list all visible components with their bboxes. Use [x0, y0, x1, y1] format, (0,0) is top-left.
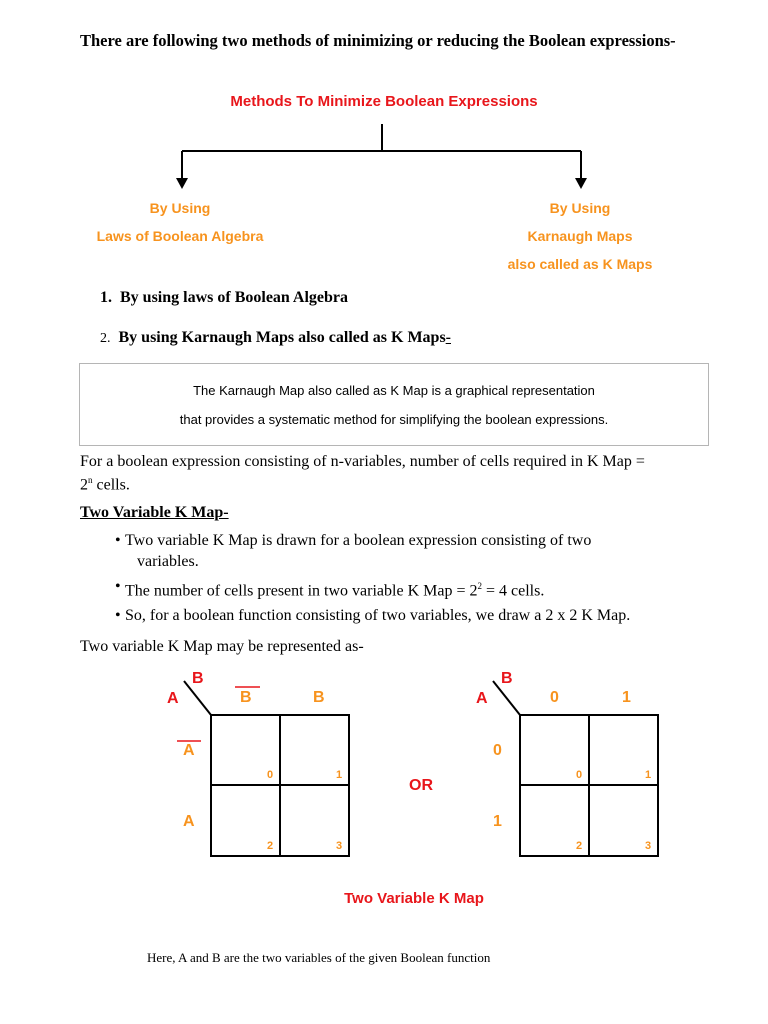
step-2 [100, 329, 451, 347]
left-branch-label [60, 194, 300, 250]
step-number: 2. [100, 331, 111, 346]
kmap-left-cell-index: 1 [336, 769, 343, 781]
represented-as-text: Two variable K Map may be represented as- [80, 638, 364, 655]
kmap-right-cell-index: 0 [576, 769, 583, 781]
bullet-text: Two variable K Map is drawn for a boolean expression consisting of two [125, 532, 592, 549]
diagram-title: Methods To Minimize Boolean Expressions [230, 93, 538, 110]
cells-base: 2 [80, 476, 88, 494]
step-suffix: - [445, 329, 451, 346]
bullet-symbol: • [115, 578, 121, 595]
right-branch-line-3: also called as K Maps [507, 256, 653, 272]
bullet-item [115, 576, 695, 601]
kmap-right-row-label: 1 [493, 813, 502, 830]
cells-paragraph-text: For a boolean expression consisting of n-variables, number of cells required in K Map = [80, 453, 645, 470]
section-heading: Two Variable K Map- [80, 504, 229, 521]
bullet-exponent: 2 [477, 581, 482, 591]
kmap-right-row-label: 0 [493, 742, 502, 759]
left-branch-line-1: By Using [149, 200, 211, 216]
bullet-symbol: • [115, 532, 121, 549]
bullet-item [115, 605, 695, 626]
kmap-left-cell-index: 2 [267, 840, 274, 852]
kmap-right-var-a: A [476, 690, 488, 707]
right-branch-line-2: Karnaugh Maps [527, 228, 633, 244]
kmap-left-col-label: B [313, 689, 325, 706]
bullet-item [115, 530, 695, 572]
left-branch-line-2: Laws of Boolean Algebra [96, 228, 264, 244]
definition-line-1: The Karnaugh Map also called as K Map is a graphical representation [193, 383, 595, 398]
kmap-right-cell-index: 1 [645, 769, 652, 781]
definition-box [79, 363, 709, 446]
bullet-text-continued: variables. [137, 553, 199, 570]
kmap-left-col-label: B [240, 689, 252, 706]
kmap-left-cell-index: 3 [336, 840, 343, 852]
kmap-left-cell-index: 0 [267, 769, 274, 781]
kmap-right-col-label: 0 [550, 689, 559, 706]
figure-caption: Two Variable K Map [344, 890, 484, 907]
kmap-left-var-a: A [167, 690, 179, 707]
step-1 [100, 289, 348, 307]
bullet-list [115, 530, 695, 630]
or-label: OR [409, 777, 433, 794]
kmap-left-var-b: B [192, 670, 204, 687]
footer-text: Here, A and B are the two variables of the given Boolean function [147, 950, 491, 965]
bullet-tail: = 4 cells. [481, 582, 545, 600]
cells-tail: cells. [92, 476, 130, 494]
kmap-left-row-label: A [183, 813, 195, 830]
bullet-text: The number of cells present in two variable K Map = 2 [125, 582, 478, 600]
right-branch-line-1: By Using [549, 200, 611, 216]
bullet-text: So, for a boolean function consisting of two variables, we draw a 2 x 2 K Map. [125, 607, 631, 625]
kmap-right-var-b: B [501, 670, 513, 687]
step-number: 1. [100, 289, 112, 306]
right-arrow-head [575, 178, 587, 189]
right-branch-label [460, 194, 700, 278]
step-text: By using laws of Boolean Algebra [120, 289, 349, 306]
step-text: By using Karnaugh Maps also called as K Maps [118, 329, 446, 346]
left-arrow-head [176, 178, 188, 189]
kmap-right-cell-index: 3 [645, 840, 652, 852]
cells-exponent: n [88, 475, 93, 485]
kmap-right-col-label: 1 [622, 689, 631, 706]
cells-paragraph [80, 452, 720, 494]
definition-line-2: that provides a systematic method for simplifying the boolean expressions. [179, 412, 609, 427]
bullet-symbol: • [115, 607, 121, 625]
kmap-right-cell-index: 2 [576, 840, 583, 852]
kmap-figure [0, 660, 768, 870]
intro-text: There are following two methods of minimizing or reducing the Boolean expressions- [80, 31, 676, 50]
kmap-left-row-label: A [183, 742, 195, 759]
